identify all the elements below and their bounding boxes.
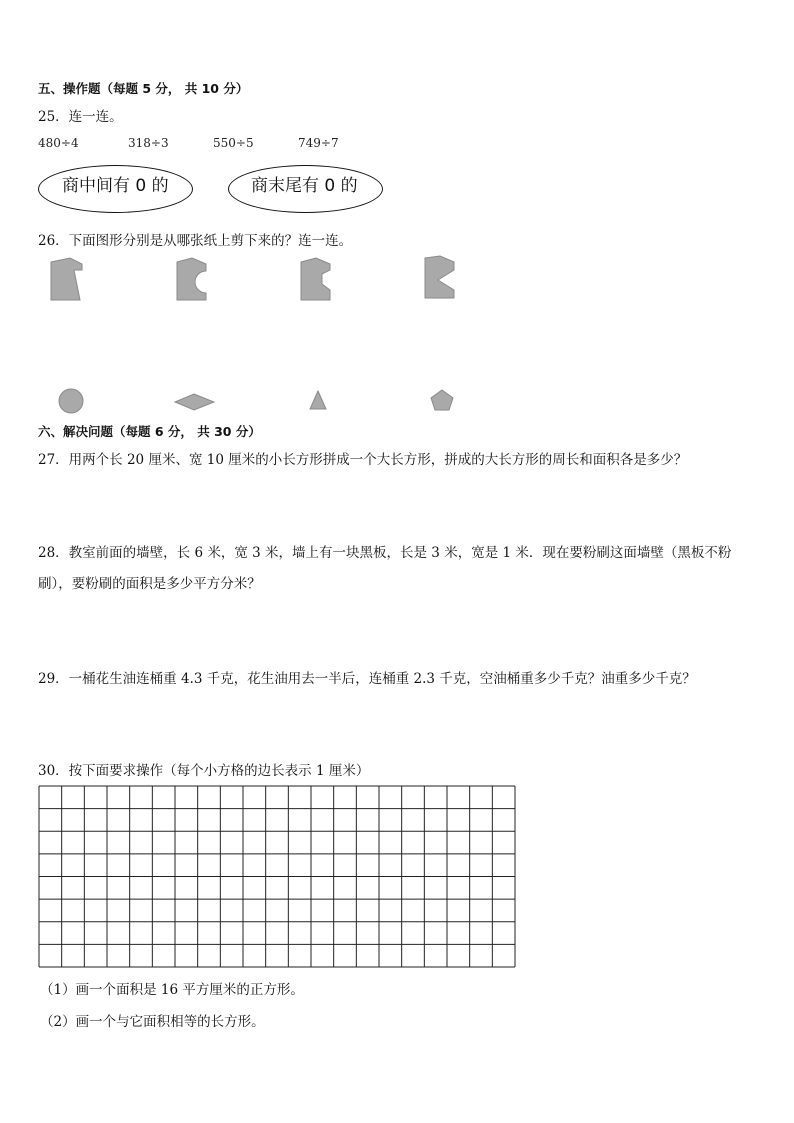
question-30-part-2: （2）画一个与它面积相等的长方形。 (40, 1014, 265, 1030)
paper-semicircle-notch-icon (174, 258, 210, 302)
oval-end-zero-label: 商末尾有 0 的 (251, 176, 358, 196)
expression-3: 550÷5 (213, 136, 254, 150)
question-28-line-2: 刷），要粉刷的面积是多少平方分米？ (38, 576, 261, 592)
question-26: 26．下面图形分别是从哪张纸上剪下来的？连一连。 (38, 233, 353, 249)
section-title-operations: 五、操作题（每题 5 分， 共 10 分） (38, 81, 249, 96)
square-grid[interactable] (38, 785, 516, 968)
paper-trapezoid-notch-icon (298, 258, 334, 302)
triangle-icon (309, 390, 329, 412)
paper-triangle-notch-icon (48, 258, 84, 302)
question-25: 25．连一连。 (38, 109, 123, 125)
question-27: 27．用两个长 20 厘米、宽 10 厘米的小长方形拼成一个大长方形，拼成的大长方形的周长和面积各是多少？ (38, 452, 688, 468)
section-title-problem-solving: 六、解决问题（每题 6 分， 共 30 分） (38, 424, 261, 439)
oval-middle-zero-label: 商中间有 0 的 (62, 176, 169, 196)
expression-2: 318÷3 (128, 136, 169, 150)
expression-4: 749÷7 (298, 136, 339, 150)
question-30: 30．按下面要求操作（每个小方格的边长表示 1 厘米） (38, 763, 370, 779)
expression-1: 480÷4 (38, 136, 79, 150)
question-28-line-1: 28．教室前面的墙壁，长 6 米，宽 3 米，墙上有一块黑板，长是 3 米，宽是 1 米．现在要粉刷这面墙壁（黑板不粉 (38, 545, 732, 561)
question-30-part-1: （1）画一个面积是 16 平方厘米的正方形。 (40, 982, 304, 998)
question-29: 29．一桶花生油连桶重 4.3 千克，花生油用去一半后，连桶重 2.3 千克，空油桶重多少千克？油重多少千克？ (38, 671, 696, 687)
paper-arrow-notch-icon (422, 256, 458, 300)
circle-icon (58, 388, 86, 416)
pentagon-icon (430, 389, 456, 413)
rhombus-icon (174, 392, 216, 414)
